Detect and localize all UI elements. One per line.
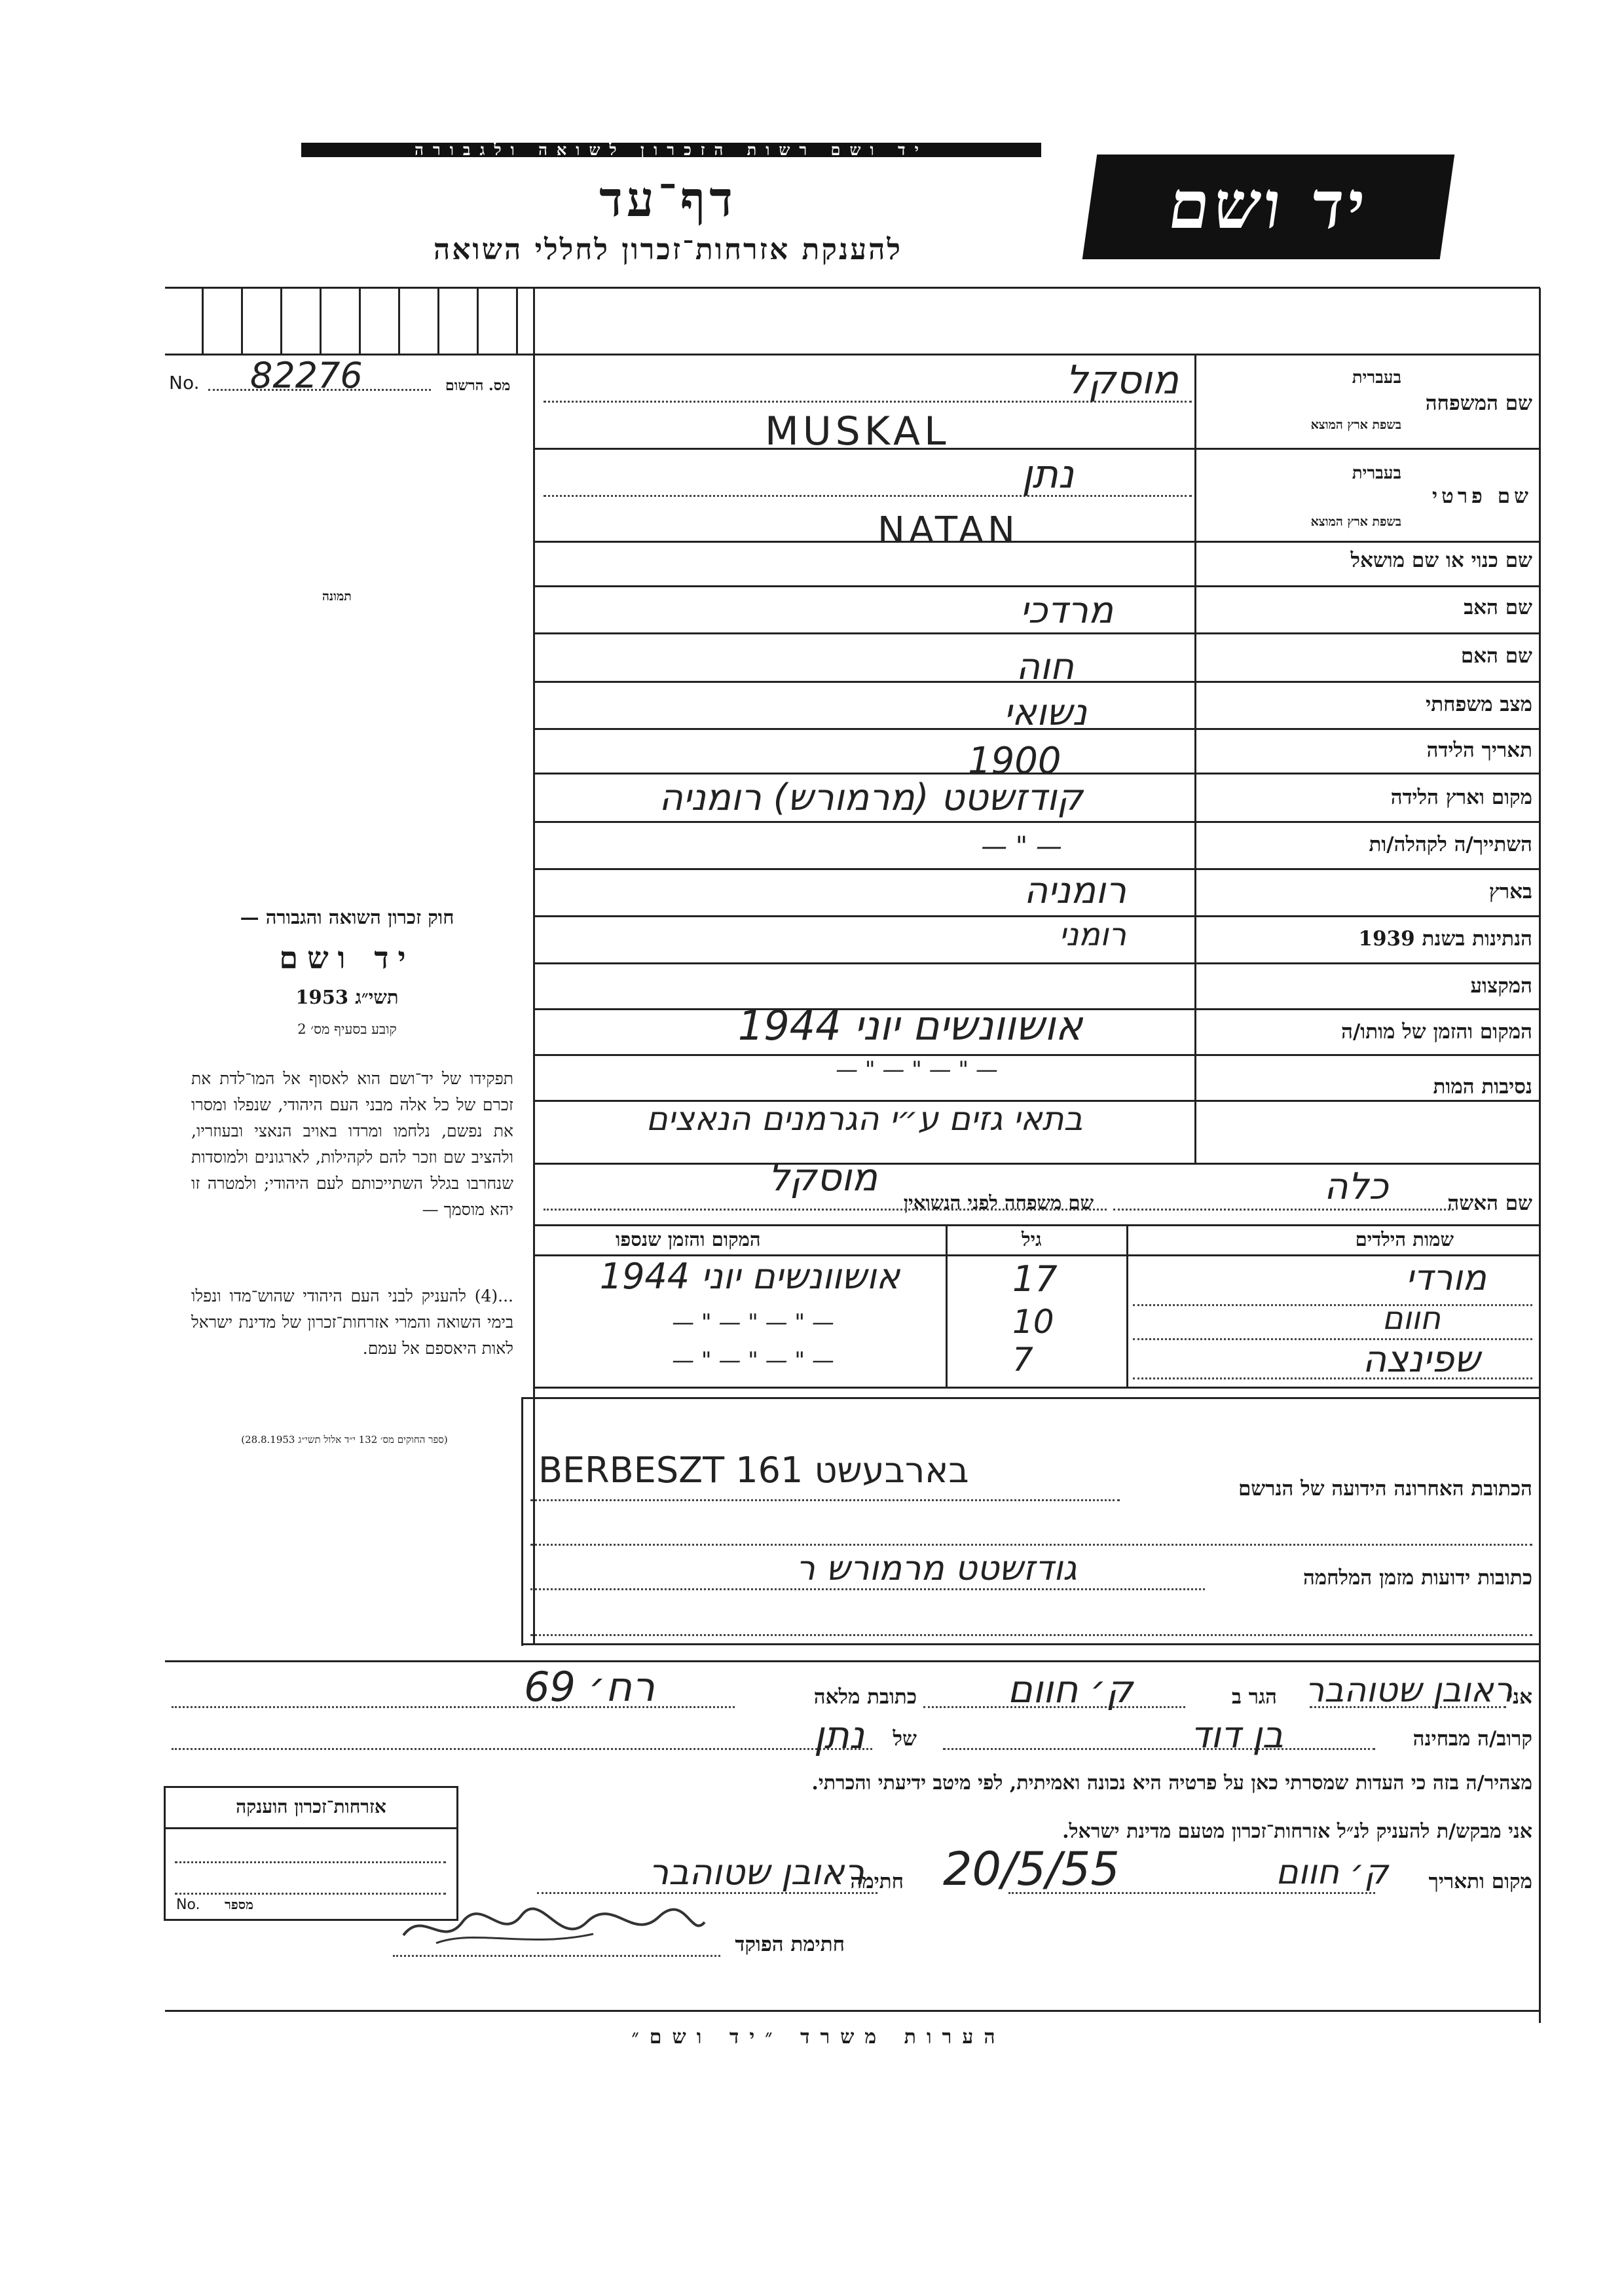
law-title: חוק זכרון השואה והגבורה — [240, 906, 454, 928]
surname-hebrew-value[interactable]: מוסקל [1065, 357, 1179, 403]
surname-in-native-label: בשפת ארץ המוצא [1310, 418, 1401, 432]
marital-status-value[interactable]: נשואי [1003, 691, 1087, 734]
child-1-name[interactable]: מורדי [1405, 1257, 1486, 1298]
death-circumstances-label: נסיבות המות [1433, 1075, 1532, 1099]
top-strip: יד ושם רשות הזכרון לשואה ולגבורה [301, 140, 1041, 162]
given-in-hebrew-label: בעברית [1352, 464, 1401, 483]
relation-value[interactable]: בן דוד [1190, 1714, 1283, 1757]
declaration-text: מצהיר/ה בזה כי העדות שמסרתי כאן על פרטיה היא נכונה ואמיתית, לפי מיטב ידיעתי והכרתי. [811, 1772, 1532, 1795]
law-paragraph: תפקידו של יד־ושם הוא לאסוף אל המו־לדת את זכרם של כל אלה מבני העם היהודי, שנפלו ומסרו את נפשם, נלחמו ומרדו באויב הנאצי ובעוזריו, ולהציב שם וזכר להם לקהילות, לארגונים ולמוסדות שנחרבו בגלל השתייכותם לעם היהודי; ולמטרה זו יהא מוסמך — [191, 1069, 513, 1219]
father-label: שם האב [1464, 596, 1532, 619]
country-value[interactable]: רומניה [1024, 869, 1126, 912]
community-label: השתייך/ה לקהלה/ות [1369, 833, 1532, 856]
war-address-value[interactable]: גודזשטט מרמורש ר [796, 1549, 1077, 1588]
officer-signature-label: חתימת הפוקד [735, 1933, 845, 1956]
death-place-label: המקום והזמן של מותו/ה [1341, 1020, 1532, 1044]
birth-place-label: מקום וארץ הלידה [1390, 786, 1532, 809]
birth-date-label: תאריך הלידה [1426, 738, 1532, 762]
death-place-value-ditto[interactable]: — " — " — " — [836, 1057, 998, 1083]
last-address-label: הכתובת האחרונה הידועה של הנרשם [1238, 1477, 1532, 1501]
law-clause: קובע בסעיף מס׳ 2 [297, 1021, 397, 1037]
relation-of-label: של [893, 1727, 917, 1751]
death-circumstances-value[interactable]: בתאי גזים ע״י הגרמנים הנאצים [646, 1100, 1083, 1138]
given-hebrew-value[interactable]: נתן [1022, 452, 1074, 498]
date-value[interactable]: 20/5/55 [943, 1842, 1120, 1896]
wife-name-label: שם האשה [1447, 1192, 1532, 1215]
law-source: (ספר החוקים מס׳ 132 י״ד אלול תשי״ג 28.8.1953) [241, 1434, 448, 1446]
child-2-age[interactable]: 10 [1012, 1303, 1054, 1341]
community-value[interactable]: — " — [981, 831, 1062, 862]
child-1-age[interactable]: 17 [1012, 1258, 1058, 1300]
place-date-label: מקום ותאריך [1428, 1870, 1532, 1893]
profession-label: המקצוע [1470, 974, 1532, 998]
child-2-name[interactable]: חוום [1382, 1300, 1441, 1337]
photo-label: תמונה [322, 589, 352, 604]
surname-native-value[interactable]: MUSKAL [765, 409, 950, 454]
citizenship-granted-title: אזרחות־זכרון הוענקה [236, 1796, 386, 1817]
child-1-place[interactable]: אושוונשים יוני 1944 [599, 1256, 900, 1297]
citizenship-number-label: מספר [225, 1897, 253, 1912]
death-place-value[interactable]: אושוונשים יוני 1944 [737, 1002, 1083, 1049]
law-paragraph-4: ...(4) להעניק לבני העם היהודי שהוש־מדו ונפלו בימי השואה והמרי אזרחות־זכרון של מדינת ישראל לאות היאספם אל עמם. [191, 1286, 513, 1358]
child-3-name[interactable]: שפינצה [1362, 1338, 1480, 1381]
child-3-place[interactable]: — " — " — " — [672, 1347, 834, 1374]
law-year: תשי״ג 1953 [295, 986, 399, 1008]
children-place-header: המקום והזמן שנספו [616, 1228, 761, 1250]
no-label: No. [169, 372, 200, 393]
place-value[interactable]: ק׳ חוום [1276, 1853, 1388, 1892]
declarant-signature[interactable]: ראובן שטוהבר [648, 1851, 864, 1893]
citizenship-no-label: No. [176, 1897, 200, 1913]
father-value[interactable]: מרדכי [1020, 589, 1113, 632]
marital-status-label: מצב משפחתי [1426, 693, 1532, 716]
birth-place-value[interactable]: קודזשטט (מרמורש) רומניה [659, 776, 1083, 819]
children-age-header: גיל [1022, 1228, 1042, 1250]
country-label: בארץ [1488, 880, 1532, 903]
signature-label: חתימה [850, 1870, 904, 1893]
mother-label: שם האם [1460, 644, 1532, 668]
full-address-label: כתובת מלאה [813, 1685, 917, 1709]
relation-of-value[interactable]: נתן [813, 1713, 864, 1757]
surname-label: שם המשפחה [1425, 392, 1532, 415]
page-title: דף־עד [599, 172, 737, 228]
nickname-label: שם כנוי או שם מושאל [1350, 549, 1532, 572]
yad-vashem-logo: יד ושם [1082, 155, 1454, 259]
child-2-place[interactable]: — " — " — " — [672, 1309, 834, 1336]
reg-number-label: מס. הרשום [445, 377, 511, 394]
office-remarks-label: הערות משרד ״יד ושם״ [631, 2026, 1006, 2049]
relation-label: קרוב/ה מבחינה [1412, 1727, 1532, 1751]
law-name: יד ושם [279, 940, 415, 975]
mother-value[interactable]: חוה [1016, 646, 1074, 688]
request-text: אני מבקש/ת להעניק לנ״ל אזרחות־זכרון מטעם מדינת ישראל. [1062, 1820, 1532, 1843]
lives-in-label: הגר ב [1231, 1685, 1277, 1709]
children-names-header: שמות הילדים [1355, 1228, 1454, 1250]
maiden-name-label: שם משפחה לפני הנשואין [903, 1192, 1094, 1214]
declarant-i-label: אני [1507, 1685, 1532, 1709]
declarant-address[interactable]: רח׳ 69 [524, 1663, 655, 1711]
citizenship-granted-box [164, 1786, 458, 1921]
maiden-name-value[interactable]: מוסקל [768, 1155, 877, 1199]
given-in-native-label: בשפת ארץ המוצא [1310, 515, 1401, 529]
last-address-value[interactable]: BERBESZT בארבעשט 161 [538, 1449, 969, 1491]
given-native-value[interactable]: NATAN [877, 509, 1019, 552]
citizenship-value[interactable]: רומני [1059, 917, 1126, 953]
surname-in-hebrew-label: בעברית [1352, 368, 1401, 388]
birth-date-value[interactable]: 1900 [968, 740, 1061, 782]
given-name-label: שם פרטי [1431, 484, 1532, 508]
declarant-city[interactable]: ק׳ חוום [1007, 1667, 1133, 1711]
page-subtitle: להענקת אזרחות־זכרון לחללי השואה [433, 233, 902, 266]
wife-name-value[interactable]: כלה [1323, 1165, 1388, 1208]
child-3-age[interactable]: 7 [1012, 1341, 1033, 1379]
declarant-name[interactable]: ראובן שטוהבר [1304, 1671, 1513, 1710]
registration-number[interactable]: 82276 [250, 355, 363, 396]
war-address-label: כתובות ידועות מזמן המלחמה [1302, 1566, 1532, 1590]
citizenship-label: הנתינות בשנת 1939 [1358, 927, 1532, 951]
